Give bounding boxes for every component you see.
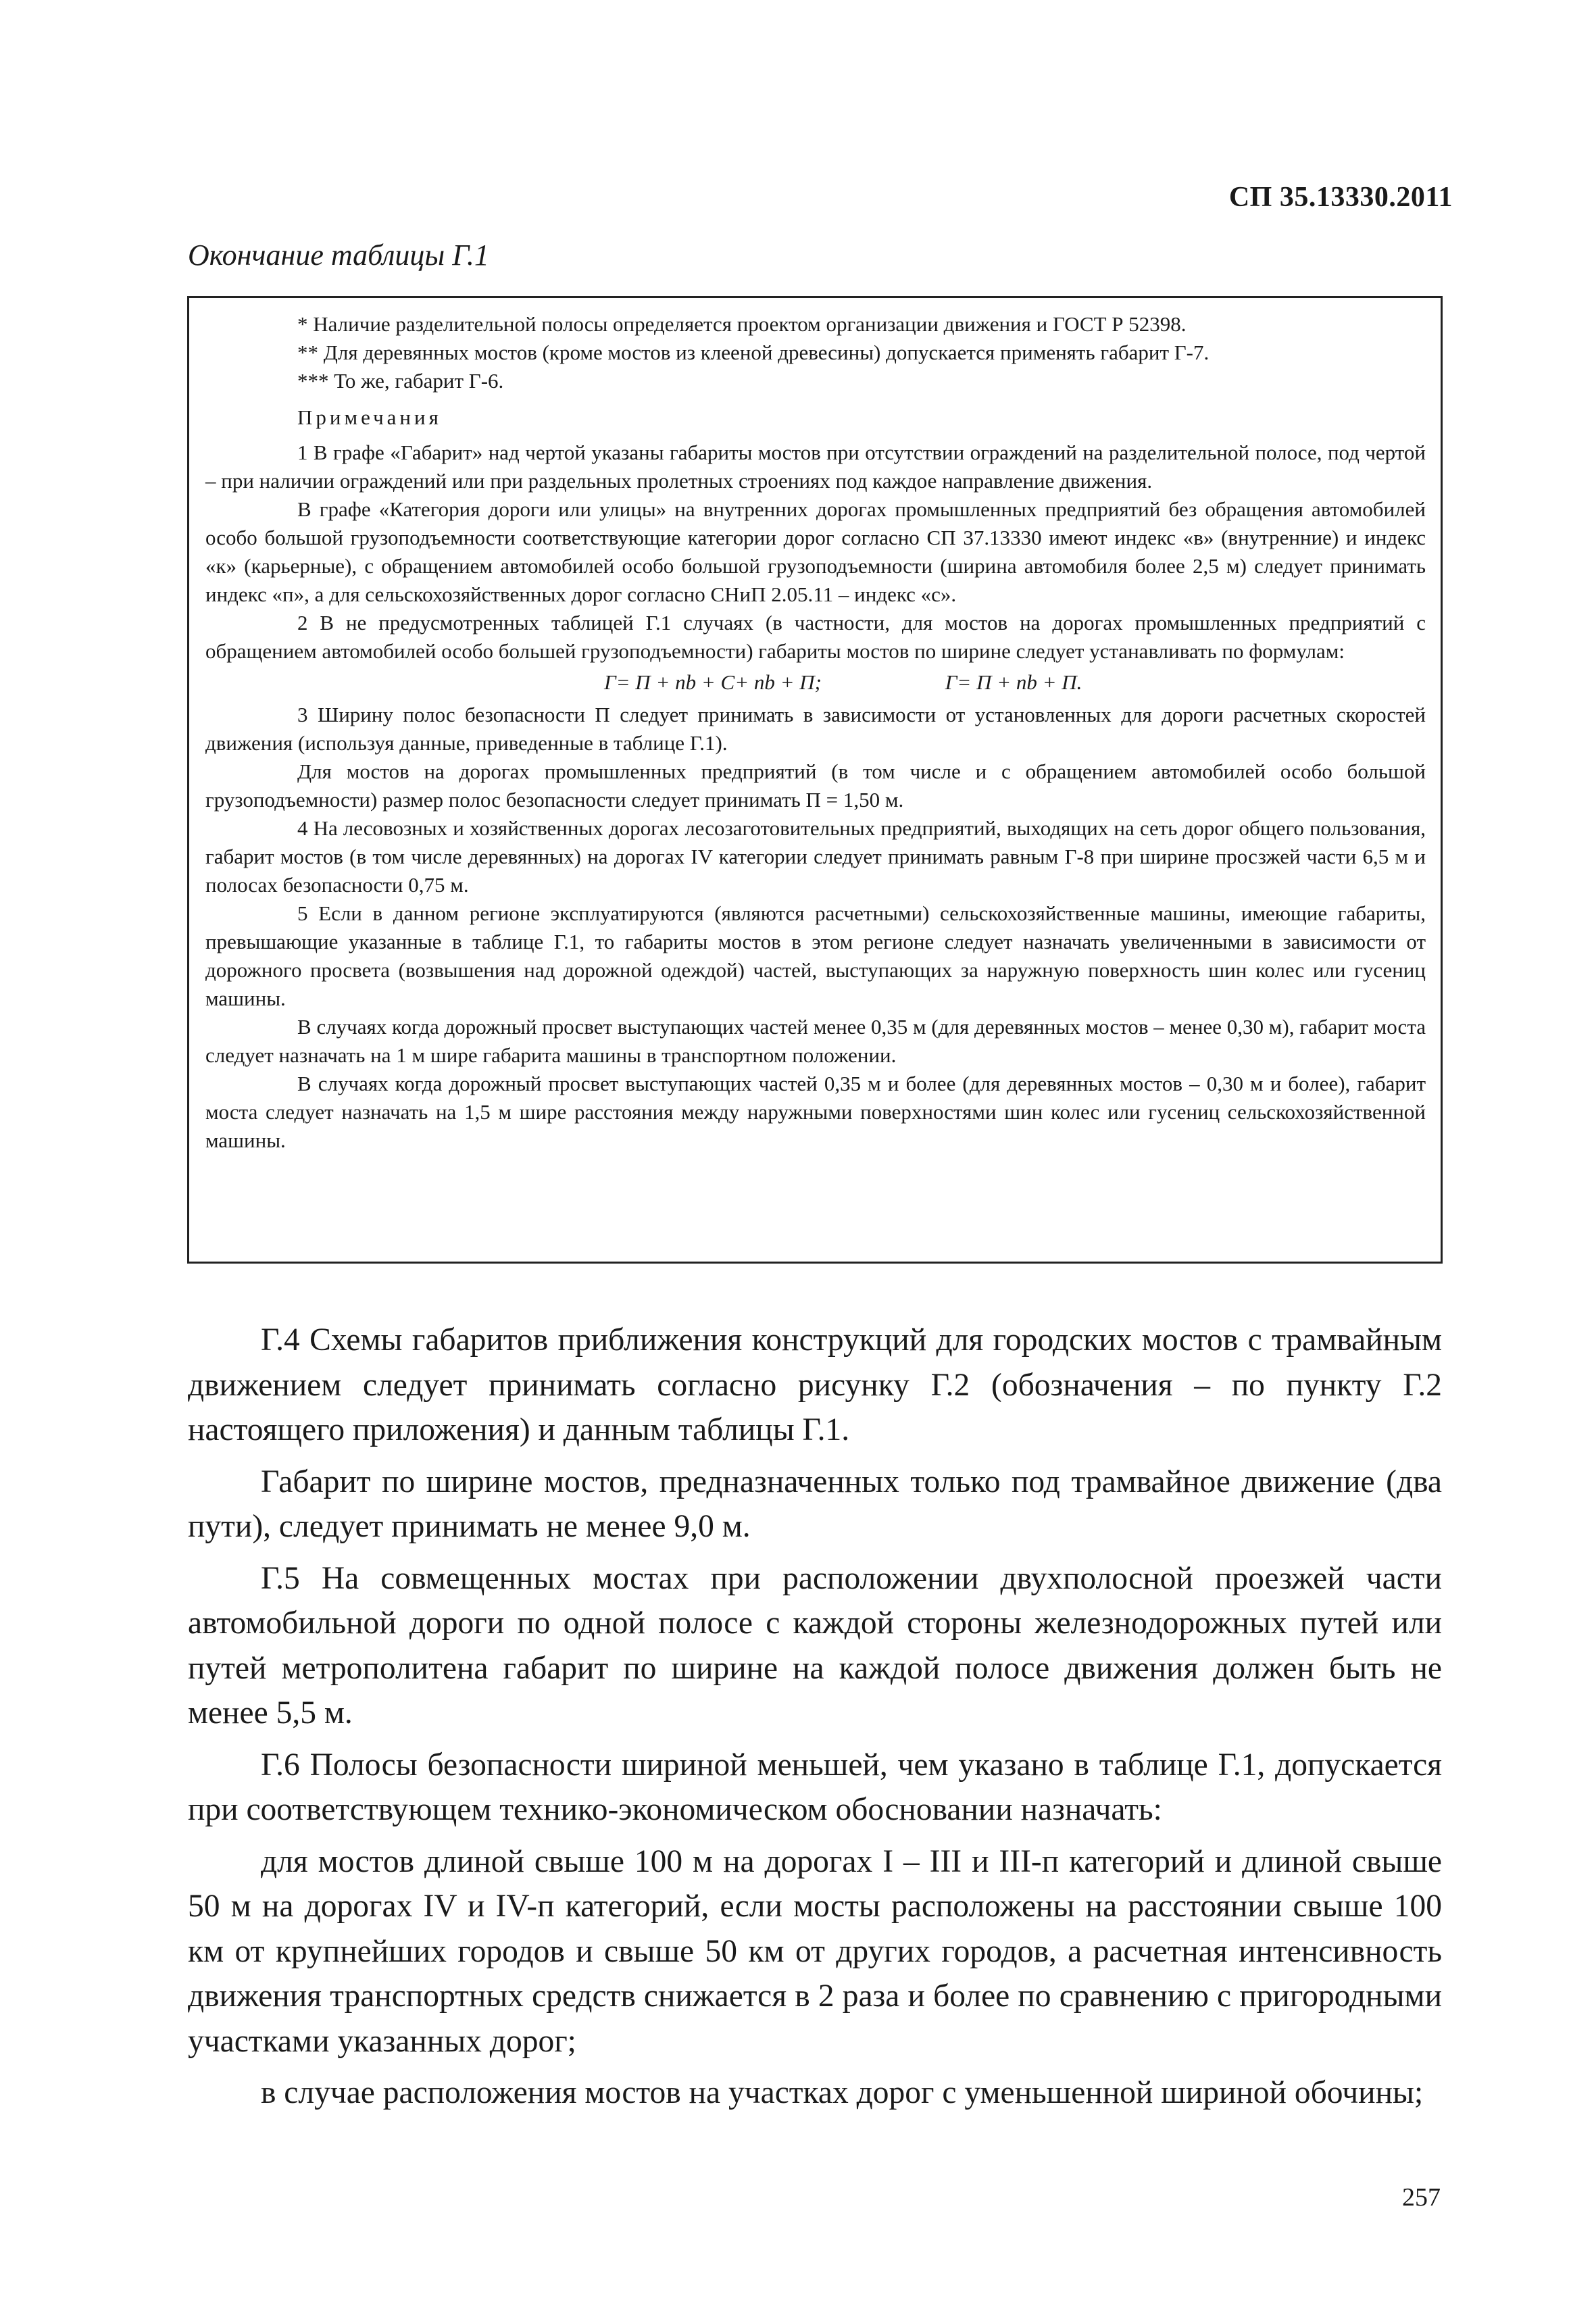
main-body-text — [188, 1318, 1442, 2122]
footnote-2: ** Для деревянных мостов (кроме мостов из клееной древесины) допускается применять габарит Г-7. — [297, 341, 1210, 364]
document-code: СП 35.13330.2011 — [1228, 182, 1453, 213]
table-caption: Окончание таблицы Г.1 — [188, 239, 489, 272]
notes-heading: Примечания — [297, 405, 442, 429]
note-1-continued: В графе «Категория дороги или улицы» на внутренних дорогах промышленных предприятий без обращения автомобилей особо большой грузоподъемности соответствующие категории дорог согласно СП 37.13330 имеют индекс «в» (внутренние) и индекс «к» (карьерные), с обращением автомобилей особо большой грузоподъемности (ширина автомобиля более 2,5 м) следует принимать индекс «п», а для сельскохозяйственных дорог согласно СНиП 2.05.11 – индекс «с». — [205, 497, 1426, 606]
page-number: 257 — [1402, 2183, 1441, 2212]
paragraph-g4: Г.4 Схемы габаритов приближения конструкций для городских мостов с трамвайным движением следует принимать согласно рисунку Г.2 (обозначения – по пункту Г.2 настоящего приложения) и данным таблицы Г.1. — [188, 1322, 1442, 1447]
formula-line — [205, 668, 1426, 697]
paragraph-g6-item-1: для мостов длиной свыше 100 м на дорогах I – III и III-п категорий и длиной свыше 50 м на дорогах IV и IV-п категорий, если мосты расположены на расстоянии свыше 100 км от крупнейших городов и свыше 50 км от других городов, а расчетная интенсивность движения транспортных средств снижается в 2 раза и более по сравнению с пригородными участками указанных дорог; — [188, 1843, 1442, 2059]
note-1: 1 В графе «Габарит» над чертой указаны габариты мостов при отсутствии ограждений на разделительной полосе, под чертой – при наличии ограждений или при раздельных пролетных строениях под каждое направление движения. — [205, 441, 1426, 493]
note-5-continued-a: В случаях когда дорожный просвет выступающих частей менее 0,35 м (для деревянных мостов – менее 0,30 м), габарит моста следует назначать на 1 м шире габарита машины в транспортном положении. — [205, 1015, 1426, 1067]
formula-2: Г= П + nb + П. — [945, 670, 1082, 694]
footnote-1: * Наличие разделительной полосы определяется проектом организации движения и ГОСТ Р 52398. — [297, 312, 1187, 336]
paragraph-g5: Г.5 На совмещенных мостах при расположении двухполосной проезжей части автомобильной дороги по одной полосе с каждой стороны железнодорожных путей или путей метрополитена габарит по ширине на каждой полосе движения должен быть не менее 5,5 м. — [188, 1560, 1442, 1731]
paragraph-g6-item-2: в случае расположения мостов на участках дорог с уменьшенной шириной обочины; — [261, 2075, 1424, 2110]
note-3-continued: Для мостов на дорогах промышленных предприятий (в том числе и с обращением автомобилей особо большой грузоподъемности) размер полос безопасности следует принимать П = 1,50 м. — [205, 760, 1426, 812]
table-notes-box — [187, 296, 1443, 1264]
note-3: 3 Ширину полос безопасности П следует принимать в зависимости от установленных для дороги расчетных скоростей движения (используя данные, приведенные в таблице Г.1). — [205, 703, 1426, 755]
footnote-3: *** То же, габарит Г-6. — [297, 369, 504, 393]
paragraph-tram-width: Габарит по ширине мостов, предназначенных только под трамвайное движение (два пути), следует принимать не менее 9,0 м. — [188, 1464, 1442, 1544]
note-5-continued-b: В случаях когда дорожный просвет выступающих частей 0,35 м и более (для деревянных мостов – 0,30 м и более), габарит моста следует назначать на 1,5 м шире расстояния между наружными поверхностями шин колес или гусениц сельскохозяйственной машины. — [205, 1072, 1426, 1152]
note-2: 2 В не предусмотренных таблицей Г.1 случаях (в частности, для мостов на дорогах промышленных предприятий с обращением автомобилей особо большей грузоподъемности) габариты мостов по ширине следует устанавливать по формулам: — [205, 611, 1426, 663]
formula-1: Г= П + nb + С+ nb + П; — [604, 670, 822, 694]
note-4: 4 На лесовозных и хозяйственных дорогах лесозаготовительных предприятий, выходящих на сеть дорог общего пользования, габарит мостов (в том числе деревянных) на дорогах IV категории следует принимать равным Г-8 при ширине просзжей части 6,5 м и полосах безопасности 0,75 м. — [205, 816, 1426, 897]
note-5: 5 Если в данном регионе эксплуатируются (являются расчетными) сельскохозяйственные машины, имеющие габариты, превышающие указанные в таблице Г.1, то габариты мостов в этом регионе следует назначать увеличенными в зависимости от дорожного просвета (возвышения над дорожной одеждой) частей, выступающих за наружную поверхность шин колес или гусениц машины. — [205, 901, 1426, 1010]
paragraph-g6: Г.6 Полосы безопасности шириной меньшей, чем указано в таблице Г.1, допускается при соответствующем технико-экономическом обосновании назначать: — [188, 1747, 1442, 1827]
